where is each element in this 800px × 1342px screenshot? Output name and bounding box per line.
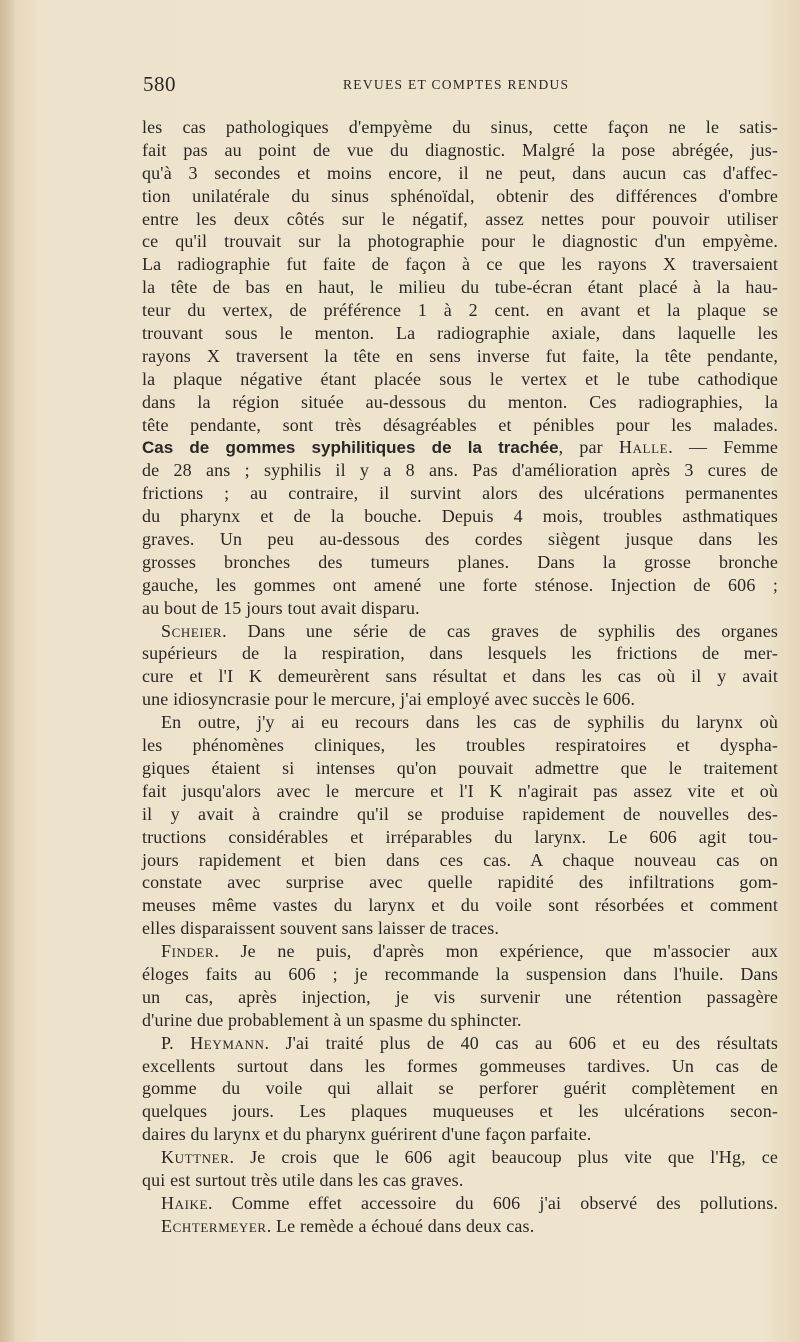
text-line — [142, 1100, 778, 1123]
text-line — [142, 1032, 778, 1055]
text-run: frictions ; au contraire, il survint alors des ulcérations permanentes — [142, 483, 778, 504]
running-head: REVUES ET COMPTES RENDUS — [343, 77, 570, 92]
page-binding-edge — [0, 0, 14, 1342]
text-line — [142, 826, 778, 849]
text-run: P. — [161, 1032, 191, 1053]
text-run: excellents surtout dans les formes gommeuses tardives. Un cas de — [142, 1055, 778, 1076]
text-run: la tête de bas en haut, le milieu du tube-écran étant placé à la hau- — [142, 277, 778, 298]
text-run: qui est surtout très utile dans les cas graves. — [142, 1169, 464, 1190]
author-name: Scheier — [161, 620, 223, 641]
text-line — [142, 1009, 778, 1032]
text-line — [142, 642, 778, 665]
section-title: Cas de gommes syphilitiques de la trachée — [142, 438, 559, 458]
text-run: constate avec surprise avec quelle rapidité des infiltrations gom- — [142, 872, 778, 893]
text-run: d'urine due probablement à un spasme du sphincter. — [142, 1009, 522, 1030]
text-run: fait jusqu'alors avec le mercure et l'I K n'agirait pas assez vite et où — [142, 780, 778, 801]
text-line — [142, 871, 778, 894]
text-run: giques étaient si intenses qu'on pouvait admettre que le traitement — [142, 757, 778, 778]
text-line — [142, 1146, 778, 1169]
text-run: au bout de 15 jours tout avait disparu. — [142, 597, 420, 618]
text-run: les cas pathologiques d'empyème du sinus, cette façon ne le satis- — [142, 117, 778, 137]
text-line — [142, 230, 778, 253]
text-line — [142, 940, 778, 963]
text-run: . Dans une série de cas graves de syphilis des organes — [222, 620, 778, 641]
text-run: meuses même vastes du larynx et du voile sont résorbées et comment — [142, 895, 778, 916]
text-run: dans la région située au-dessous du menton. Ces radiographies, la — [142, 391, 778, 412]
text-line — [142, 345, 778, 368]
text-line — [142, 116, 778, 139]
text-line — [142, 1169, 778, 1192]
text-run: daires du larynx et du pharynx guérirent d'une façon parfaite. — [142, 1124, 592, 1145]
text-line — [142, 208, 778, 231]
text-run: de 28 ans ; syphilis il y a 8 ans. Pas d'amélioration après 3 cures de — [142, 460, 778, 481]
article-body — [142, 116, 778, 1238]
text-line — [142, 734, 778, 757]
text-line — [142, 253, 778, 276]
text-run: jours rapidement et bien dans ces cas. A chaque nouveau cas on — [142, 849, 778, 870]
author-name: Haike — [161, 1192, 209, 1213]
text-run: il y avait à craindre qu'il se produise rapidement de nouvelles des- — [142, 803, 778, 824]
text-line — [142, 482, 778, 505]
text-run: graves. Un peu au-dessous des cordes siègent jusque dans les — [142, 529, 778, 550]
text-run: qu'à 3 secondes et moins encore, il ne peut, dans aucun cas d'affec- — [142, 162, 778, 183]
text-line — [142, 1077, 778, 1100]
text-run: supérieurs de la respiration, dans lesquels les frictions de mer- — [142, 643, 778, 664]
text-run: . J'ai traité plus de 40 cas au 606 et eu des résultats — [264, 1032, 778, 1053]
text-line — [142, 459, 778, 482]
text-run: ce qu'il trouvait sur la photographie pour le diagnostic d'un empyème. — [142, 231, 778, 252]
text-line — [142, 688, 778, 711]
text-line — [142, 551, 778, 574]
text-run: tête pendante, sont très désagréables et pénibles pour les malades. — [142, 414, 778, 435]
text-line — [142, 757, 778, 780]
text-line — [142, 620, 778, 643]
page-number: 580 — [143, 72, 176, 96]
text-run: du pharynx et de la bouche. Depuis 4 mois, troubles asthmatiques — [142, 506, 778, 527]
text-run: elles disparaissent souvent sans laisser de traces. — [142, 918, 500, 939]
text-run: tructions considérables et irréparables du larynx. Le 606 agit tou- — [142, 826, 778, 847]
text-line — [142, 276, 778, 299]
text-run: tion unilatérale du sinus sphénoïdal, obtenir des différences d'ombre — [142, 185, 778, 206]
text-run: En outre, j'y ai eu recours dans les cas de syphilis du larynx où — [161, 712, 778, 733]
text-run: entre les deux côtés sur le négatif, assez nettes pour pouvoir utiliser — [142, 208, 778, 229]
text-run: , par — [558, 437, 619, 458]
text-run: les phénomènes cliniques, les troubles respiratoires et dyspha- — [142, 735, 778, 756]
text-run: cure et l'I K demeurèrent sans résultat et dans les cas où il y avait — [142, 666, 778, 687]
text-run: teur du vertex, de préférence 1 à 2 cent. en avant et la plaque se — [142, 300, 778, 321]
author-name: Halle — [618, 437, 669, 458]
text-run: rayons X traversent la tête en sens inverse fut faite, la tête pendante, — [142, 345, 778, 366]
text-run: . Le remède a échoué dans deux cas. — [266, 1215, 535, 1236]
text-line — [142, 986, 778, 1009]
text-line — [142, 597, 778, 620]
text-line — [142, 849, 778, 872]
text-line — [142, 528, 778, 551]
text-run: La radiographie fut faite de façon à ce que les rayons X traversaient — [142, 254, 778, 275]
text-line — [142, 505, 778, 528]
author-name: Echtermeyer — [161, 1215, 267, 1236]
text-line — [142, 894, 778, 917]
text-run: . Comme effet accessoire du 606 j'ai observé des pollutions. — [208, 1192, 778, 1213]
text-run: la plaque négative étant placée sous le vertex et le tube cathodique — [142, 368, 778, 389]
text-run: gauche, les gommes ont amené une forte sténose. Injection de 606 ; — [142, 574, 778, 595]
page-header — [143, 72, 698, 102]
text-line — [142, 963, 778, 986]
text-run: . Je crois que le 606 agit beaucoup plus vite que l'Hg, ce — [229, 1147, 778, 1168]
author-name: Kuttner — [161, 1147, 230, 1168]
text-line — [142, 299, 778, 322]
text-line — [142, 185, 778, 208]
text-line — [142, 665, 778, 688]
text-line — [142, 436, 778, 459]
text-line — [142, 780, 778, 803]
text-line — [142, 803, 778, 826]
text-line — [142, 1123, 778, 1146]
text-run: une idiosyncrasie pour le mercure, j'ai employé avec succès le 606. — [142, 689, 636, 710]
author-name: Finder — [161, 941, 215, 962]
text-run: . Je ne puis, d'après mon expérience, que m'associer aux — [214, 941, 778, 962]
text-line — [142, 711, 778, 734]
text-line — [142, 391, 778, 414]
text-line — [142, 574, 778, 597]
text-line — [142, 917, 778, 940]
text-line — [142, 1192, 778, 1215]
text-run: . — Femme — [668, 437, 779, 458]
text-line — [142, 322, 778, 345]
text-run: un cas, après injection, je vis survenir une rétention passagère — [142, 986, 778, 1007]
text-line — [142, 414, 778, 437]
text-line — [142, 162, 778, 185]
text-run: gomme du voile qui allait se perforer guérit complètement en — [142, 1078, 778, 1099]
text-line — [142, 1215, 778, 1238]
author-name: Heymann — [190, 1032, 265, 1053]
text-line — [142, 139, 778, 162]
text-line — [142, 368, 778, 391]
text-run: quelques jours. Les plaques muqueuses et les ulcérations secon- — [142, 1101, 778, 1122]
text-run: grosses bronches des tumeurs planes. Dans la grosse bronche — [142, 551, 778, 572]
text-line — [142, 1055, 778, 1078]
text-run: trouvant sous le menton. La radiographie axiale, dans laquelle les — [142, 323, 778, 344]
text-run: éloges faits au 606 ; je recommande la suspension dans l'huile. Dans — [142, 963, 778, 984]
text-run: fait pas au point de vue du diagnostic. Malgré la pose abrégée, jus- — [142, 139, 778, 160]
